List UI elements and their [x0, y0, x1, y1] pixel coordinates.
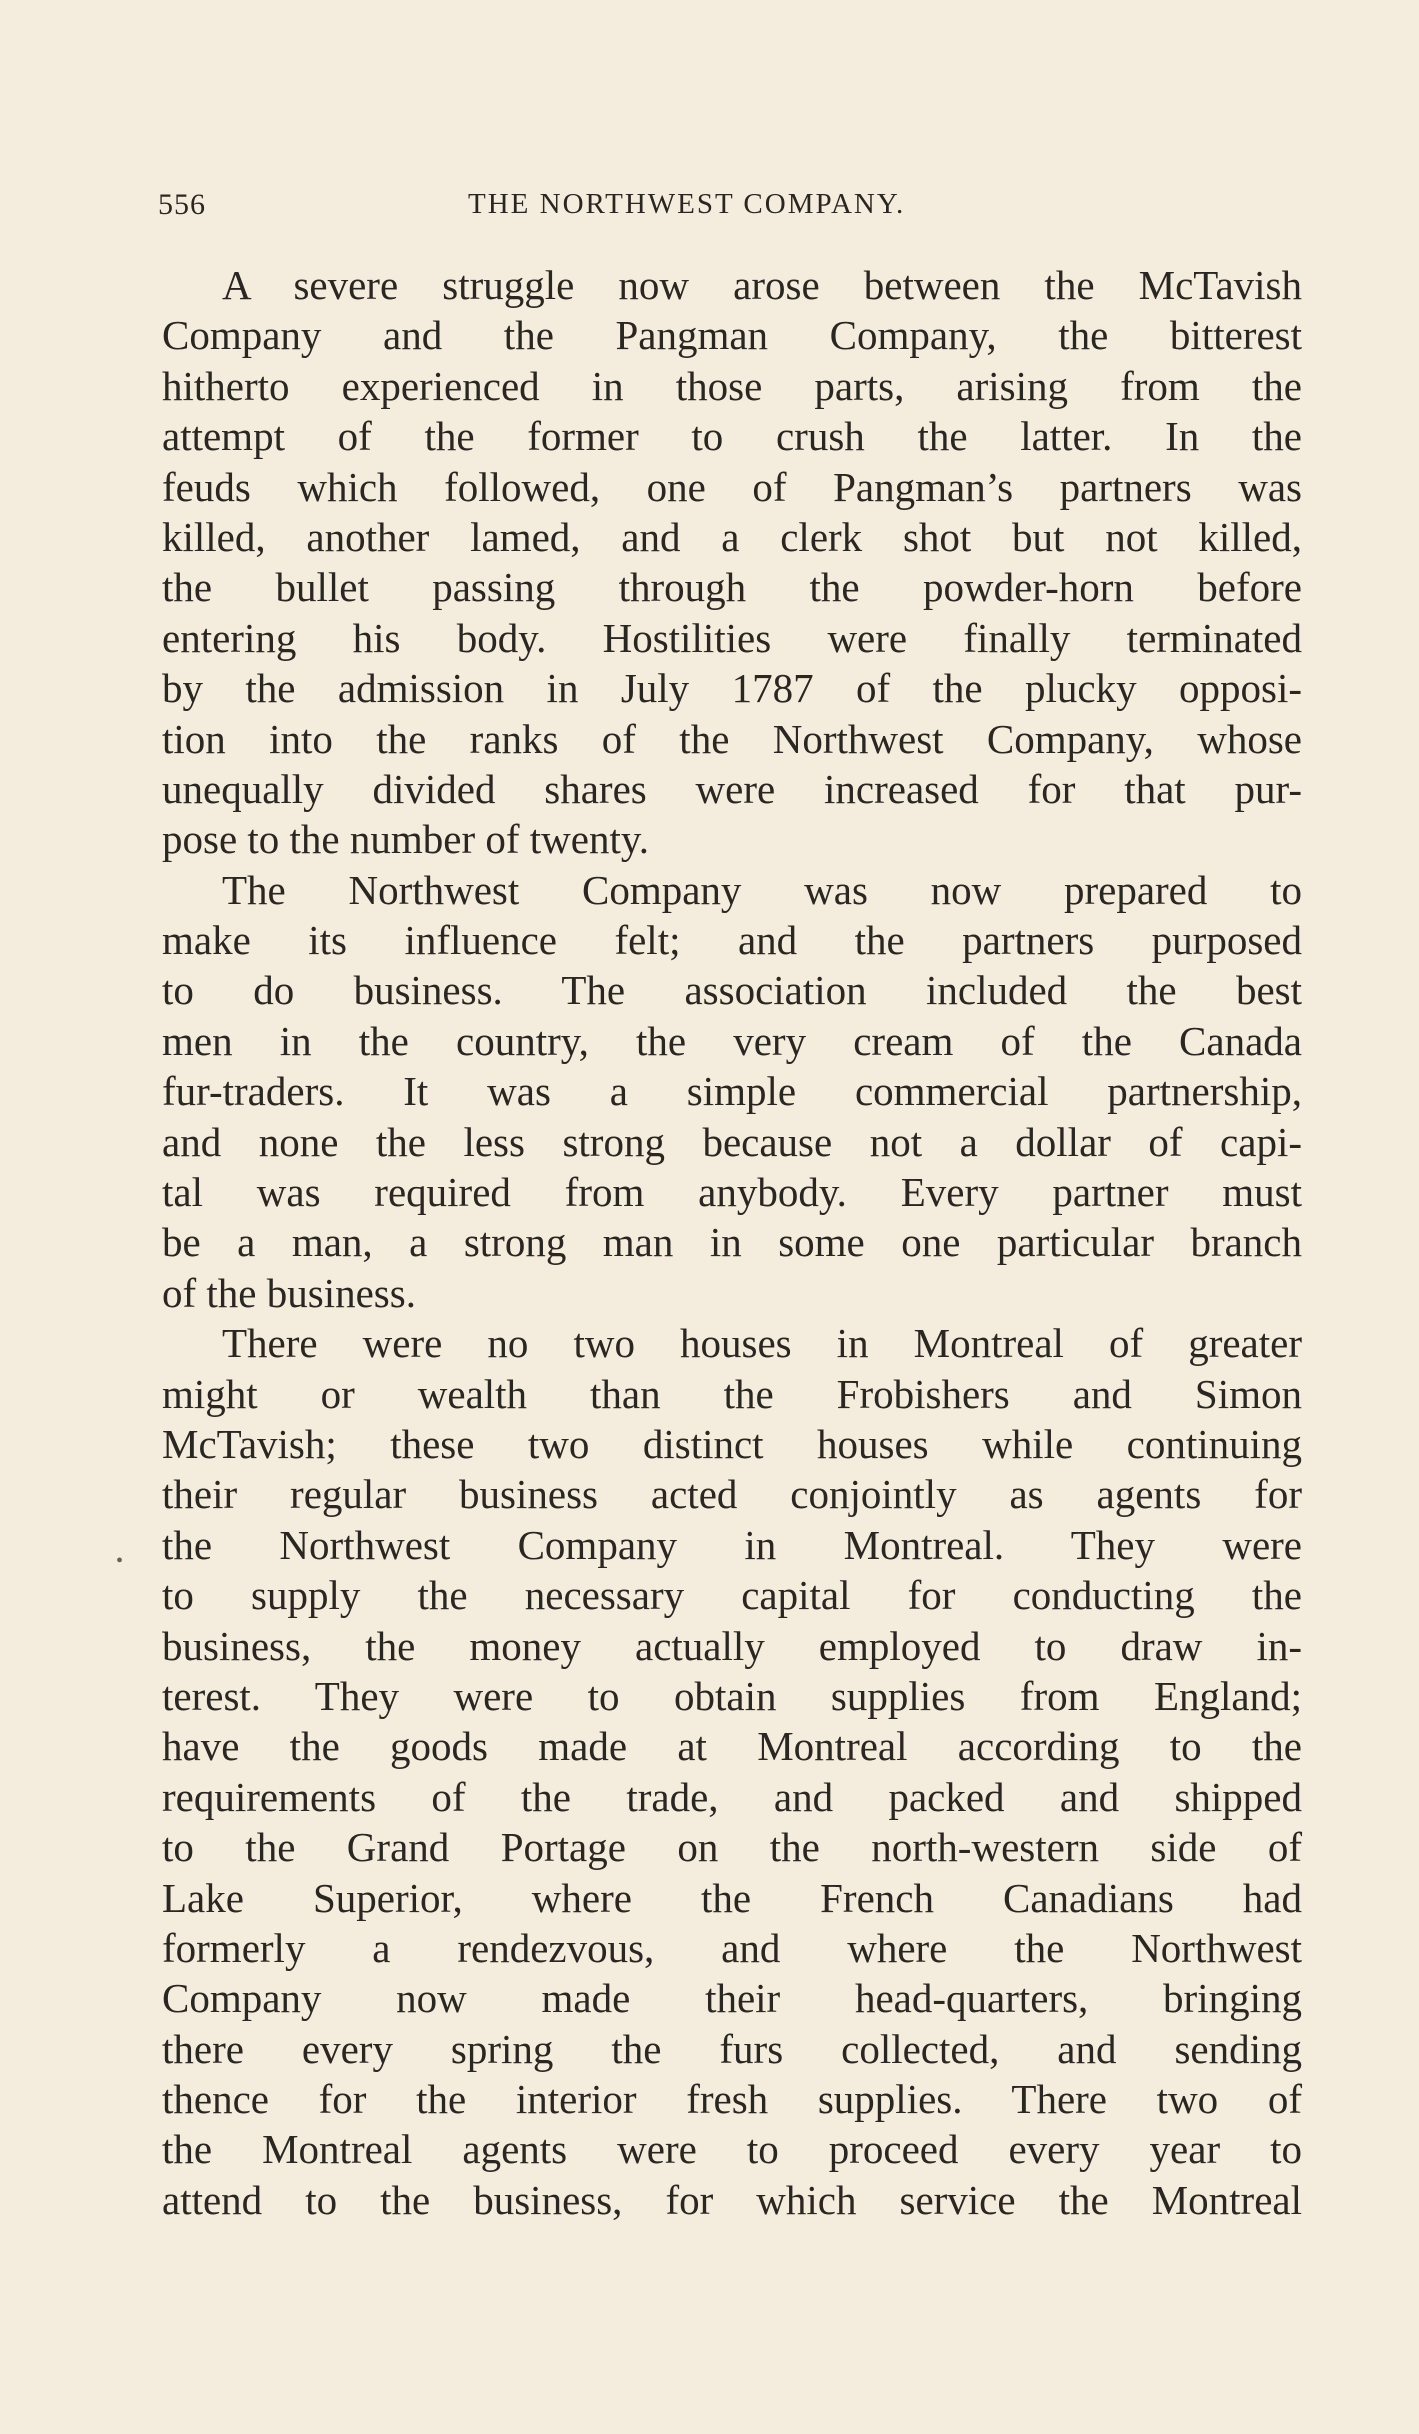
margin-mark: • [116, 1550, 124, 1572]
text-line: might or wealth than the Frobishers and Simon [162, 1370, 1302, 1417]
text-line: and none the less strong because not a dollar of capi- [162, 1118, 1302, 1165]
page-number: 556 [158, 188, 206, 221]
text-line: tion into the ranks of the Northwest Company, whose [162, 715, 1302, 762]
text-line: business, the money actually employed to draw in- [162, 1622, 1302, 1669]
text-line: pose to the number of twenty. [162, 816, 649, 863]
text-line: McTavish; these two distinct houses while continuing [162, 1420, 1302, 1467]
text-line: A severe struggle now arose between the McTavish [222, 262, 1302, 308]
text-line: The Northwest Company was now prepared to [222, 866, 1302, 913]
text-line: to the Grand Portage on the north-western side of [162, 1824, 1302, 1871]
text-line: there every spring the furs collected, and sending [162, 2025, 1302, 2072]
text-line: have the goods made at Montreal according to the [162, 1723, 1302, 1770]
text-line: formerly a rendezvous, and where the Northwest [162, 1924, 1302, 1971]
paragraph-2 [162, 865, 1302, 1319]
text-line: attend to the business, for which service the Montreal [162, 2176, 1302, 2223]
text-line: There were no two houses in Montreal of greater [222, 1320, 1302, 1367]
running-head: THE NORTHWEST COMPANY. [468, 188, 906, 220]
text-line: men in the country, the very cream of the Canada [162, 1017, 1302, 1064]
text-line: thence for the interior fresh supplies. There two of [162, 2076, 1302, 2123]
text-line: tal was required from anybody. Every partner must [162, 1169, 1302, 1216]
text-line: the Montreal agents were to proceed every year to [162, 2126, 1302, 2173]
text-line: unequally divided shares were increased for that pur- [162, 765, 1302, 812]
paragraph-3 [162, 1318, 1302, 2225]
body-text [162, 260, 1302, 2225]
text-line: fur-traders. It was a simple commercial partnership, [162, 1068, 1302, 1115]
text-line: to supply the necessary capital for conducting the [162, 1572, 1302, 1619]
text-line: Company and the Pangman Company, the bitterest [162, 312, 1302, 359]
paragraph-1 [162, 260, 1302, 865]
text-line: be a man, a strong man in some one particular branch [162, 1219, 1302, 1266]
text-line: Lake Superior, where the French Canadians had [162, 1874, 1302, 1921]
text-line: requirements of the trade, and packed and shipped [162, 1773, 1302, 1820]
text-line: make its influence felt; and the partners purposed [162, 917, 1302, 964]
text-line: the bullet passing through the powder-horn before [162, 564, 1302, 611]
text-line: killed, another lamed, and a clerk shot but not killed, [162, 513, 1302, 560]
text-line: Company now made their head-quarters, bringing [162, 1975, 1302, 2022]
text-line: hitherto experienced in those parts, arising from the [162, 362, 1302, 409]
text-line: their regular business acted conjointly as agents for [162, 1471, 1302, 1518]
text-line: to do business. The association included the best [162, 967, 1302, 1014]
text-line: feuds which followed, one of Pangman’s partners was [162, 463, 1302, 510]
text-line: of the business. [162, 1269, 416, 1316]
text-line: the Northwest Company in Montreal. They were [162, 1521, 1302, 1568]
text-line: entering his body. Hostilities were finally terminated [162, 614, 1302, 661]
page-header [158, 188, 1318, 238]
text-line: terest. They were to obtain supplies from England; [162, 1672, 1302, 1719]
text-line: attempt of the former to crush the latter. In the [162, 413, 1302, 460]
text-line: by the admission in July 1787 of the plucky opposi- [162, 665, 1302, 712]
